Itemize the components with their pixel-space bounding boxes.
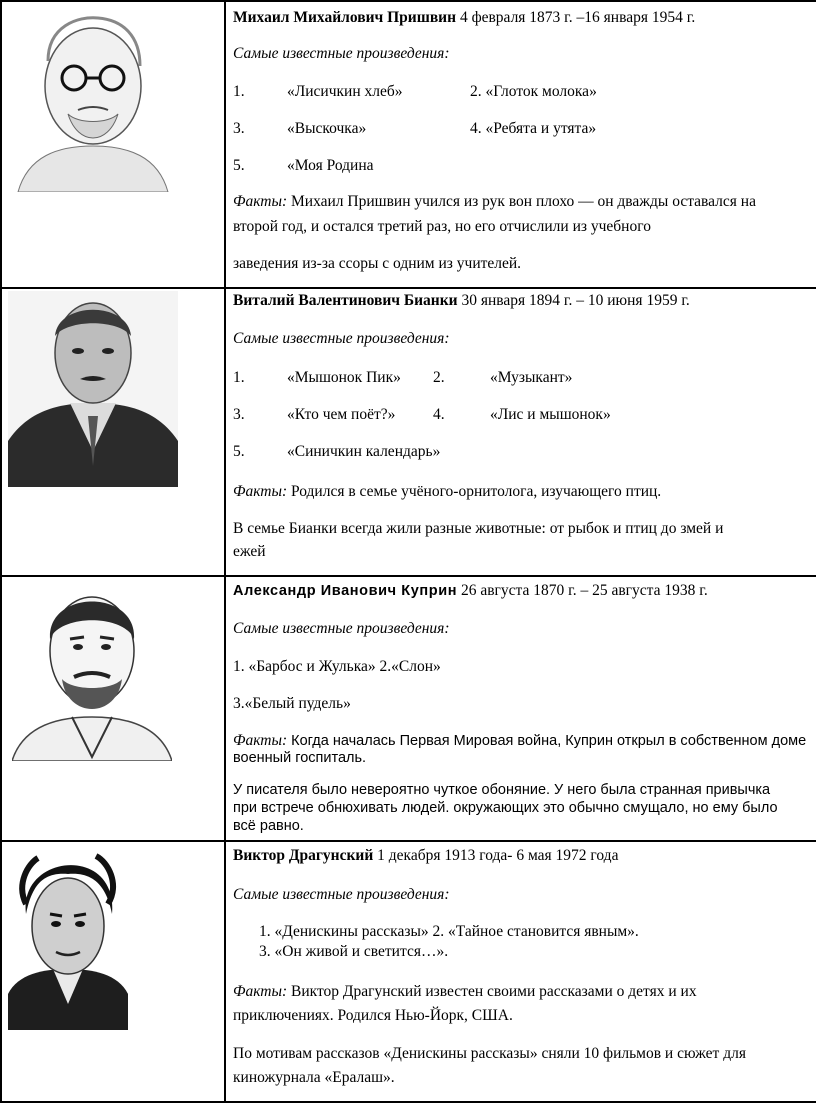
work-title: «Моя Родина [287,157,374,174]
writer-name: Михаил Михайлович Пришвин [233,9,457,26]
works-heading: Самые известные произведения: [233,330,450,347]
facts-line: киножурнала «Ералаш». [233,1069,395,1086]
writer-heading [233,846,618,865]
facts-line: Факты: Когда началась Первая Мировая война, Куприн открыл в собственном доме [233,732,807,749]
portrait-kuprin [12,579,182,761]
portrait-dragunsky [8,844,178,1030]
writer-heading [233,581,708,600]
work-item: 2. «Глоток молока» [470,83,597,100]
portrait-bianki [8,291,178,487]
work-item: 3. [233,120,245,137]
writer-name: Александр Иванович Куприн [233,583,458,599]
facts-line: У писателя было невероятно чуткое обоняние. У него была странная привычка [233,782,771,798]
facts-line: В семье Бианки всегда жили разные животные: от рыбок и птиц до змей и [233,520,724,537]
works-heading: Самые известные произведения: [233,45,450,62]
work-item: 3. [233,406,245,423]
work-item: 2. [433,369,445,386]
works-heading: Самые известные произведения: [233,620,450,637]
work-item: 4. [433,406,445,423]
writer-row-bianki [0,289,816,575]
work-title: «Синичкин календарь» [287,443,441,460]
writer-row-dragunsky [0,842,816,1101]
facts-line: По мотивам рассказов «Денискины рассказы» сняли 10 фильмов и сюжет для [233,1045,746,1062]
writer-dates: 1 декабря 1913 года- 6 мая 1972 года [373,847,619,864]
writer-heading [233,8,695,27]
facts-line: Факты: Виктор Драгунский известен своими рассказами о детях и их [233,983,697,1000]
writer-dates: 26 августа 1870 г. – 25 августа 1938 г. [457,582,708,599]
facts-line: всё равно. [233,818,304,834]
facts-label: Факты: [233,483,288,500]
facts-label: Факты: [233,983,288,1000]
writer-dates: 4 февраля 1873 г. –16 января 1954 г. [456,9,696,26]
work-item: 5. [233,157,245,174]
work-title: «Выскочка» [287,120,367,137]
works-line: 1. «Денискины рассказы» 2. «Тайное становится явным». [259,923,639,940]
work-item: 1. [233,369,245,386]
writer-row-prishvin [0,0,816,287]
works-line: 1. «Барбос и Жулька» 2.«Слон» [233,658,441,675]
facts-line: приключениях. Родился Нью-Йорк, США. [233,1007,513,1024]
work-item: 5. [233,443,245,460]
facts-line: Факты: Михаил Пришвин учился из рук вон плохо — он дважды оставался на [233,193,756,210]
facts-line: при встрече обнюхивать людей. окружающих это обычно смущало, но ему было [233,800,778,816]
writer-heading [233,291,690,310]
writer-row-kuprin [0,577,816,840]
work-title: «Мышонок Пик» [287,369,401,386]
works-line: 3.«Белый пудель» [233,695,351,712]
work-item: 4. «Ребята и утята» [470,120,597,137]
work-title: «Лисичкин хлеб» [287,83,403,100]
work-title: «Кто чем поёт?» [287,406,396,423]
work-title: «Музыкант» [490,369,573,386]
facts-label: Факты: [233,193,288,210]
writer-name: Виктор Драгунский [233,847,374,864]
work-item: 1. [233,83,245,100]
work-title: «Лис и мышонок» [490,406,611,423]
writer-dates: 30 января 1894 г. – 10 июня 1959 г. [457,292,690,309]
facts-line: Факты: Родился в семье учёного-орнитолога, изучающего птиц. [233,483,662,500]
facts-line: заведения из-за ссоры с одним из учителей. [233,255,522,272]
facts-line: второй год, и остался третий раз, но его отчислили из учебного [233,218,651,235]
facts-label: Факты: [233,732,288,749]
portrait-prishvin [8,6,178,192]
facts-line: военный госпиталь. [233,750,367,766]
works-heading: Самые известные произведения: [233,886,450,903]
facts-line: ежей [233,543,266,560]
works-line: 3. «Он живой и светится…». [259,943,449,960]
writer-name: Виталий Валентинович Бианки [233,292,458,309]
